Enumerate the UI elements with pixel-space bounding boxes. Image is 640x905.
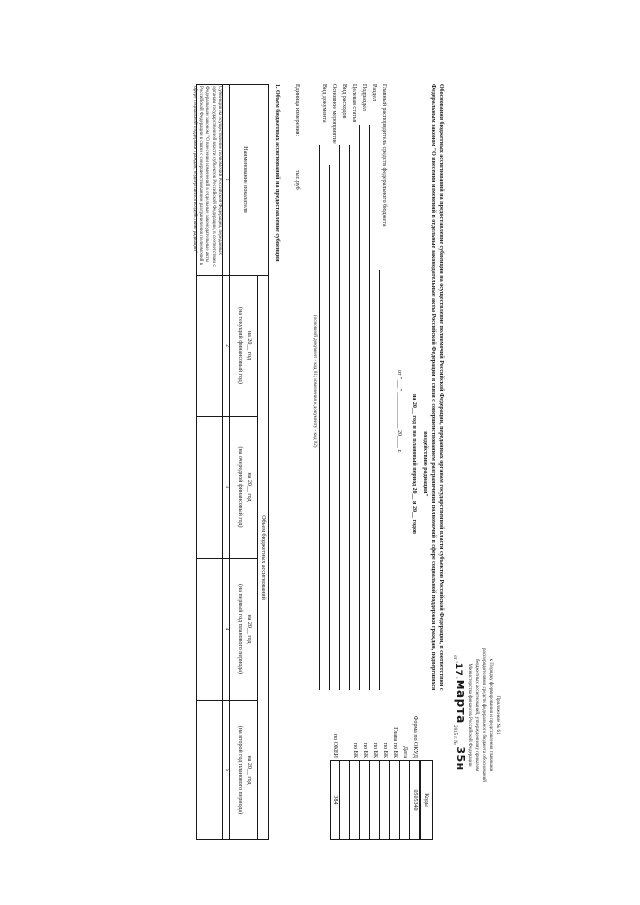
row-subvention-label: Субвенция на осуществление полномочий Российской Федерации, переданных органам государственной власти субъектов Российской Федерации, в соответствии с Федеральным законом "О внесении изменений в отдельные законодательные акты Российской Федерации в связи с совершенствованием разграничения полномочий в сфере социальной поддержки граждан, подвергшихся воздействию радиации" xyxy=(192,86,222,267)
code-label: по БК xyxy=(362,742,368,758)
field-label: Основное мероприятие xyxy=(331,84,337,144)
codes-values-column xyxy=(330,760,420,840)
code-label: Форма по ОКУД xyxy=(412,715,418,758)
field-label: Вид документа xyxy=(321,84,327,123)
unit-label: Единица измерения: xyxy=(294,84,300,137)
period-title: на 20__ год и на плановый период 20__ и 20__ годов xyxy=(411,393,417,535)
title-line-3: воздействию радиации" xyxy=(422,431,428,497)
code-value-okei: 384 xyxy=(332,795,338,805)
title-line-1: Обоснования бюджетных ассигнований на предоставление субвенции на осуществление полномочий Российской Федерации, переданных органам государственной власти субъектов Российской Федерации, в соответствии с xyxy=(438,84,444,691)
field-underline xyxy=(349,145,350,690)
col-number: 3 xyxy=(224,485,229,489)
col-note: (на первый год планового периода) xyxy=(237,584,243,674)
title-line-2: Федеральным законом "О внесении изменений в отдельные законодательные акты Российской Федерации в связи с совершенствованием разграничения полномочий в сфере социальной поддержки граждан, подвергшихся xyxy=(430,84,436,691)
col-number: 4 xyxy=(224,627,229,631)
order-reference: от "17" марта 2015 г. № 35н xyxy=(452,655,468,771)
col-year: на 20__ год xyxy=(246,614,252,644)
col-note: (на очередной финансовый год) xyxy=(237,446,243,528)
section1-title: 1. Объем бюджетных ассигнований на предоставление субвенции xyxy=(274,84,280,262)
code-label: Глава по БК xyxy=(392,727,398,758)
field-label: Раздел xyxy=(371,84,377,101)
field-label: Главный распорядитель средств федерального бюджета xyxy=(381,84,387,227)
col-note: (на второй год планового периода) xyxy=(237,725,243,815)
field-underline xyxy=(339,145,340,690)
codes-header-cell xyxy=(420,760,433,840)
field-label: Вид расходов xyxy=(341,84,347,119)
col-year: на 20__ год xyxy=(246,472,252,502)
col-name-header: Наименование показателя xyxy=(242,146,248,213)
document-date: от "___" ____________ 20____ г. xyxy=(396,370,402,453)
col-year: на 20__ год xyxy=(246,330,252,361)
col-year: на 20__ год xyxy=(246,755,252,785)
field-underline xyxy=(369,125,370,690)
field-label: Подраздел xyxy=(361,84,367,111)
code-label: Дата xyxy=(402,746,408,758)
appendix-line: Министерства финансов Российской Федерации xyxy=(467,663,472,767)
col-number: 1 xyxy=(224,178,229,181)
field-label: Целевая статья xyxy=(351,84,357,123)
code-label: по БК xyxy=(372,742,378,758)
code-label-okei: по ОКЕИ xyxy=(332,733,338,758)
code-value-okud: 0505340 xyxy=(412,789,418,811)
field-underline xyxy=(359,125,360,690)
field-underline xyxy=(379,270,380,690)
appendix-line: Приложение № 61 xyxy=(495,695,500,735)
field-underline xyxy=(319,145,320,690)
order-day: 17 xyxy=(453,662,463,677)
code-label: по БК xyxy=(352,742,358,758)
code-label: по БК xyxy=(382,742,388,758)
col-note: (на текущий финансовый год) xyxy=(237,307,243,384)
order-month: марта xyxy=(454,679,468,724)
col-number: 5 xyxy=(224,768,229,772)
field-underline xyxy=(329,165,330,690)
order-number: 35н xyxy=(454,746,467,771)
codes-header: Коды xyxy=(423,793,429,807)
appendix-line: бюджетных ассигнований, утвержденному приказом xyxy=(474,658,479,772)
group-header: Объем бюджетных ассигнований xyxy=(260,515,266,600)
col-number: 2 xyxy=(224,344,229,347)
unit-value: тыс.руб xyxy=(294,170,300,190)
appendix-line: распорядителями средств федерального бюджета обоснований xyxy=(481,648,486,782)
rotated-form xyxy=(190,70,520,850)
appendix-line: к Порядку формирования и представления главными xyxy=(488,658,493,772)
doc-type-hint: (основной документ - код 01; изменения к документу - код 02) xyxy=(312,315,317,448)
